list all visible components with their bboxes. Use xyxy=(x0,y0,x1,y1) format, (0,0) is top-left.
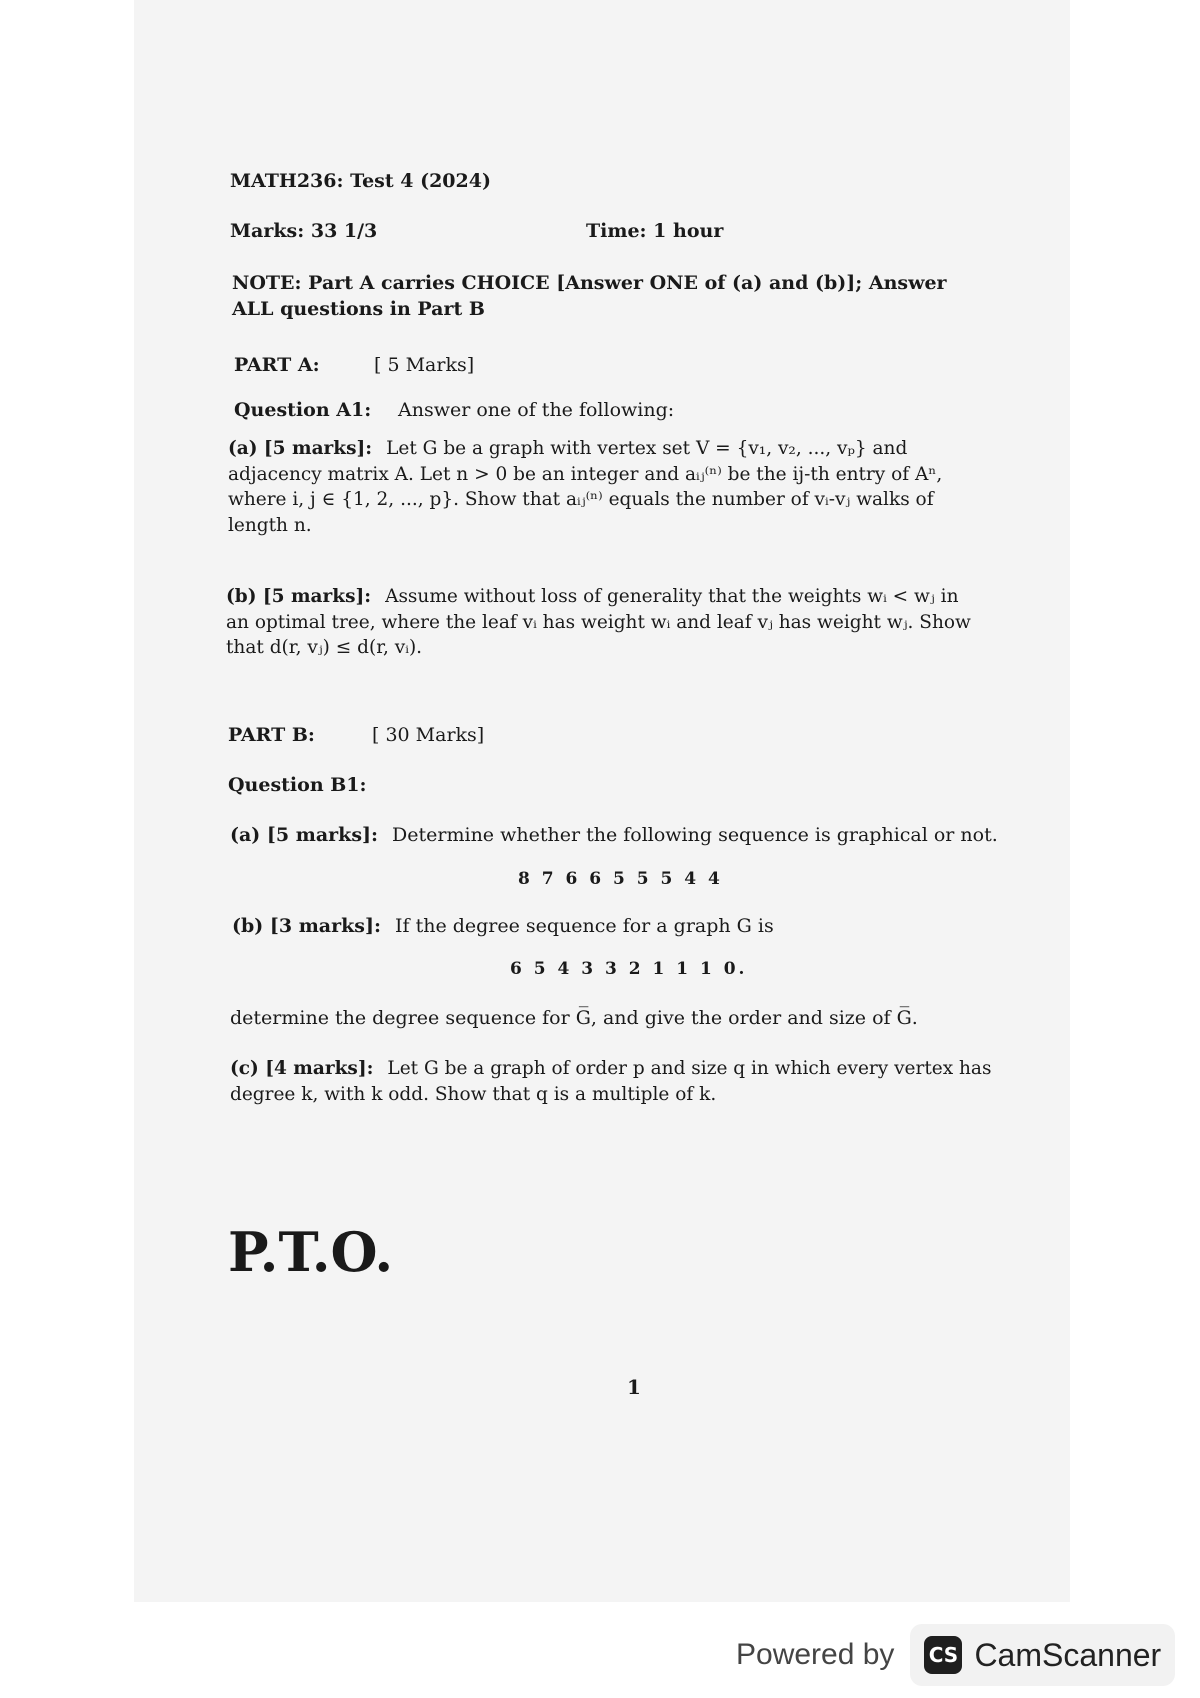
part-b-marks: [ 30 Marks] xyxy=(372,724,485,746)
degree-sequence: 6 5 4 3 3 2 1 1 1 0. xyxy=(510,959,748,979)
question-a1-b-label: (b) [5 marks]: xyxy=(226,586,372,607)
please-turn-over: P.T.O. xyxy=(228,1220,394,1284)
note-line-2: ALL questions in Part B xyxy=(232,298,485,320)
question-b1-label: Question B1: xyxy=(228,774,367,796)
question-a1-a-text: Let G be a graph with vertex set V = {v₁, v₂, ..., vₚ} and adjacency matrix A. Let n > 0 be an integer and aᵢⱼ⁽ⁿ⁾ be the ij-th entry of Aⁿ, where i, j ∈ {1, 2, ..., p}. Show that aᵢⱼ⁽ⁿ⁾ equals the number of vᵢ-vⱼ walks of length n. xyxy=(228,438,943,536)
question-b1-a xyxy=(230,822,998,848)
graphical-sequence: 8 7 6 6 5 5 5 4 4 xyxy=(518,869,723,889)
question-a1-a xyxy=(228,436,986,538)
question-b1-b-label: (b) [3 marks]: xyxy=(232,915,381,937)
question-b1-a-text: Determine whether the following sequence is graphical or not. xyxy=(392,824,998,846)
question-b1-b xyxy=(232,913,774,939)
question-a1-b-text: Assume without loss of generality that the weights wᵢ < wⱼ in an optimal tree, where the leaf vᵢ has weight wᵢ and leaf vⱼ has weight wⱼ. Show that d(r, vⱼ) ≤ d(r, vᵢ). xyxy=(226,586,971,658)
question-a1-b xyxy=(226,584,986,661)
question-b1-c-text: Let G be a graph of order p and size q in which every vertex has degree k, with k odd. Show that q is a multiple of k. xyxy=(230,1058,992,1105)
question-b1-c-label: (c) [4 marks]: xyxy=(230,1058,374,1079)
part-a-title: PART A: xyxy=(234,354,320,376)
test-title: MATH236: Test 4 (2024) xyxy=(230,170,491,192)
time-limit: Time: 1 hour xyxy=(586,220,724,242)
part-a-marks: [ 5 Marks] xyxy=(374,354,475,376)
question-a1-label: Question A1: xyxy=(234,399,372,421)
question-a1-a-label: (a) [5 marks]: xyxy=(228,438,373,459)
note-line-1: NOTE: Part A carries CHOICE [Answer ONE of (a) and (b)]; Answer xyxy=(232,272,947,294)
camscanner-brand: CamScanner xyxy=(974,1636,1162,1673)
camscanner-logo-icon: CS xyxy=(924,1636,962,1674)
question-b1-b-continued: determine the degree sequence for G̅, and give the order and size of G̅. xyxy=(230,1007,918,1029)
question-b1-c xyxy=(230,1056,1010,1107)
camscanner-watermark xyxy=(736,1628,1175,1682)
camscanner-badge xyxy=(910,1624,1175,1686)
question-b1-b-text: If the degree sequence for a graph G is xyxy=(395,915,774,937)
total-marks: Marks: 33 1/3 xyxy=(230,220,378,242)
part-b-title: PART B: xyxy=(228,724,315,746)
question-b1-a-label: (a) [5 marks]: xyxy=(230,824,379,846)
page-number: 1 xyxy=(627,1375,641,1399)
question-a1-text: Answer one of the following: xyxy=(398,399,675,421)
powered-by-text: Powered by xyxy=(736,1638,895,1671)
